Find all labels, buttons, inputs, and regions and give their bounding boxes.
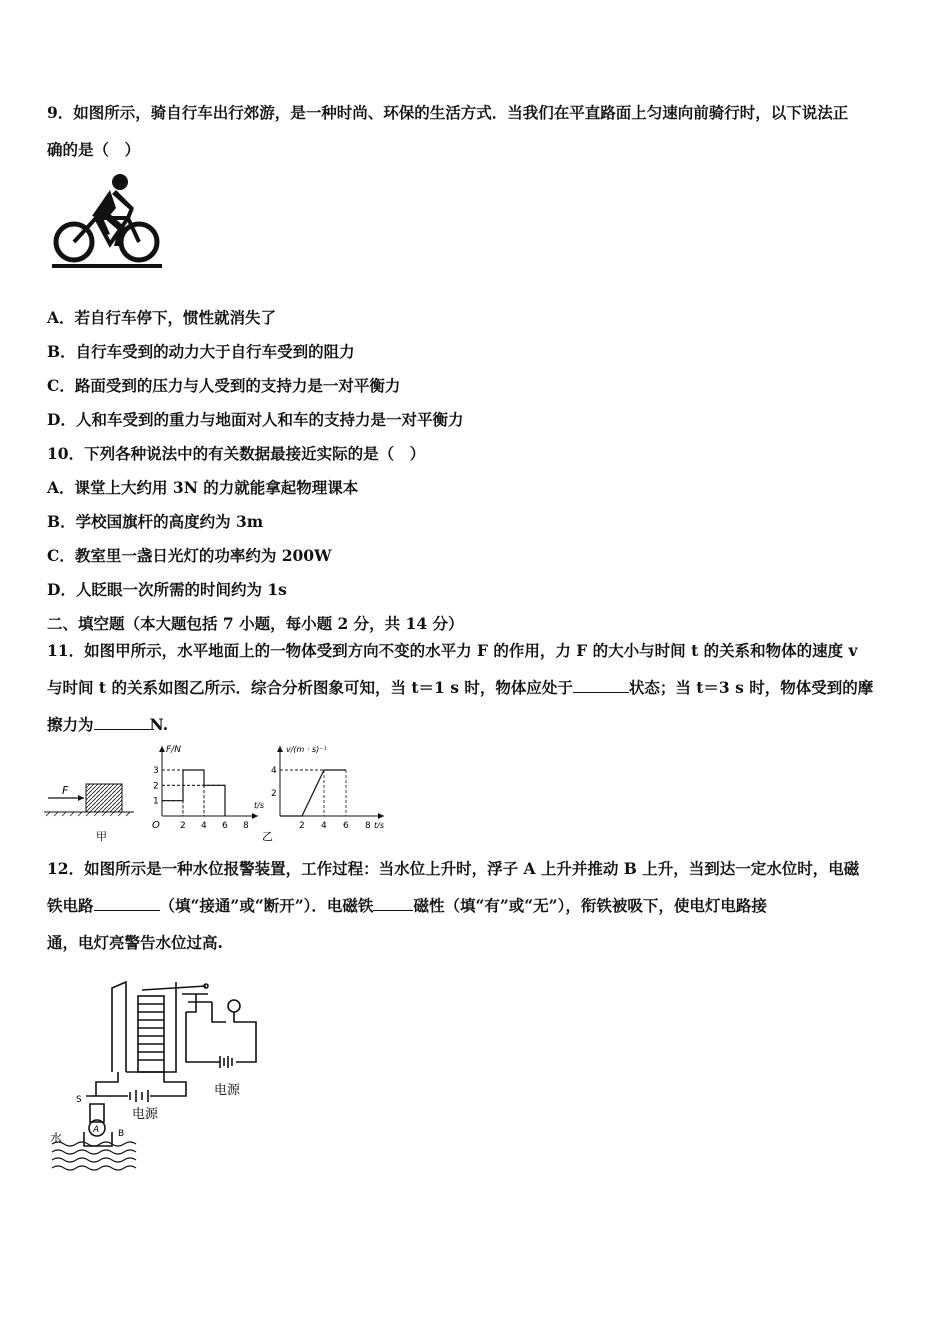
q11-force-label: F xyxy=(62,784,69,797)
ft-xtick-3: 8 xyxy=(243,821,249,831)
water-alarm-figure xyxy=(46,972,276,1182)
q11-caption-yi: 乙 xyxy=(262,830,273,843)
q12-line2 xyxy=(47,896,767,916)
q12-line2-a: 铁电路 xyxy=(47,896,94,915)
ft-xtick-0: 2 xyxy=(180,821,186,831)
q12-line2-b: （填“接通”或“断开”）．电磁铁 xyxy=(159,896,374,915)
q11-blank2[interactable] xyxy=(94,715,150,730)
power-label-2: 电源 xyxy=(132,1107,159,1122)
label-b: B xyxy=(118,1129,125,1139)
vt-xtick-2: 6 xyxy=(343,821,349,831)
q11-line3-a: 擦力为 xyxy=(47,715,94,734)
q10-option-a: A．课堂上大约用 3N 的力就能拿起物理课本 xyxy=(47,478,359,497)
vt-xtick-0: 2 xyxy=(299,821,305,831)
q9-stem-line2: 确的是（ ） xyxy=(47,140,141,159)
q11-figure-yi xyxy=(148,742,398,846)
ft-series-line xyxy=(162,770,225,816)
q12-blank1[interactable] xyxy=(94,896,160,911)
q9-option-a: A．若自行车停下，惯性就消失了 xyxy=(47,308,277,327)
vt-xtick-3: 8 xyxy=(365,821,371,831)
q12-line2-c: 磁性（填“有”或“无”），衔铁被吸下，使电灯电路接 xyxy=(413,896,767,915)
q12-blank2[interactable] xyxy=(373,896,413,911)
q11-line3 xyxy=(47,715,168,735)
ft-origin: O xyxy=(152,820,160,831)
q11-line2-b: 状态；当 t＝3 s 时，物体受到的摩 xyxy=(628,678,874,697)
ft-x-label: t/s xyxy=(254,801,264,810)
switch-label-s: S xyxy=(76,1095,82,1105)
float-label-a: A xyxy=(93,1125,100,1135)
ft-ytick-0: 1 xyxy=(153,796,159,807)
q12-line3: 通，电灯亮警告水位过高. xyxy=(47,933,223,952)
q11-blank1[interactable] xyxy=(573,678,629,693)
vt-series-line xyxy=(280,770,346,816)
q11-line2 xyxy=(47,678,873,698)
q10-option-c: C．教室里一盏日光灯的功率约为 200W xyxy=(47,546,332,565)
ft-xtick-1: 4 xyxy=(201,821,207,831)
ft-xtick-2: 6 xyxy=(222,821,228,831)
q12-line1: 12．如图所示是一种水位报警装置，工作过程：当水位上升时，浮子 A 上升并推动 B 上升，当到达一定水位时，电磁 xyxy=(47,859,860,878)
q10-stem: 10．下列各种说法中的有关数据最接近实际的是（ ） xyxy=(47,444,426,463)
q10-option-b: B．学校国旗杆的高度约为 3m xyxy=(47,512,264,531)
q11-line3-b: N. xyxy=(149,715,169,734)
q9-option-d: D．人和车受到的重力与地面对人和车的支持力是一对平衡力 xyxy=(47,410,464,429)
q11-caption-jia: 甲 xyxy=(96,830,107,842)
q9-option-b: B．自行车受到的动力大于自行车受到的阻力 xyxy=(47,342,355,361)
vt-x-label: t/s xyxy=(374,821,384,830)
section2-title: 二、填空题（本大题包括 7 小题，每小题 2 分，共 14 分） xyxy=(47,614,464,633)
vt-xtick-1: 4 xyxy=(321,821,327,831)
water-label: 水 xyxy=(50,1131,63,1145)
ft-ytick-2: 3 xyxy=(153,766,159,776)
vt-ytick-0: 2 xyxy=(271,789,277,799)
q9-option-c: C．路面受到的压力与人受到的支持力是一对平衡力 xyxy=(47,376,401,395)
bicycle-figure xyxy=(48,172,166,272)
vt-ytick-1: 4 xyxy=(271,766,277,776)
vt-y-label: v/(m · s)⁻¹ xyxy=(286,745,327,754)
power-label-1: 电源 xyxy=(214,1083,241,1098)
q11-figure-jia xyxy=(44,778,134,842)
ft-ytick-1: 2 xyxy=(153,781,159,792)
ft-y-label: F/N xyxy=(166,745,181,755)
q9-stem-line1: 9．如图所示，骑自行车出行郊游，是一种时尚、环保的生活方式．当我们在平直路面上匀速向前骑行时，以下说法正 xyxy=(47,103,849,122)
q11-line1: 11．如图甲所示，水平地面上的一物体受到方向不变的水平力 F 的作用，力 F 的大小与时间 t 的关系和物体的速度 v xyxy=(47,641,858,660)
q11-line2-a: 与时间 t 的关系如图乙所示．综合分析图象可知，当 t＝1 s 时，物体应处于 xyxy=(47,678,573,697)
q10-option-d: D．人眨眼一次所需的时间约为 1s xyxy=(47,580,287,599)
